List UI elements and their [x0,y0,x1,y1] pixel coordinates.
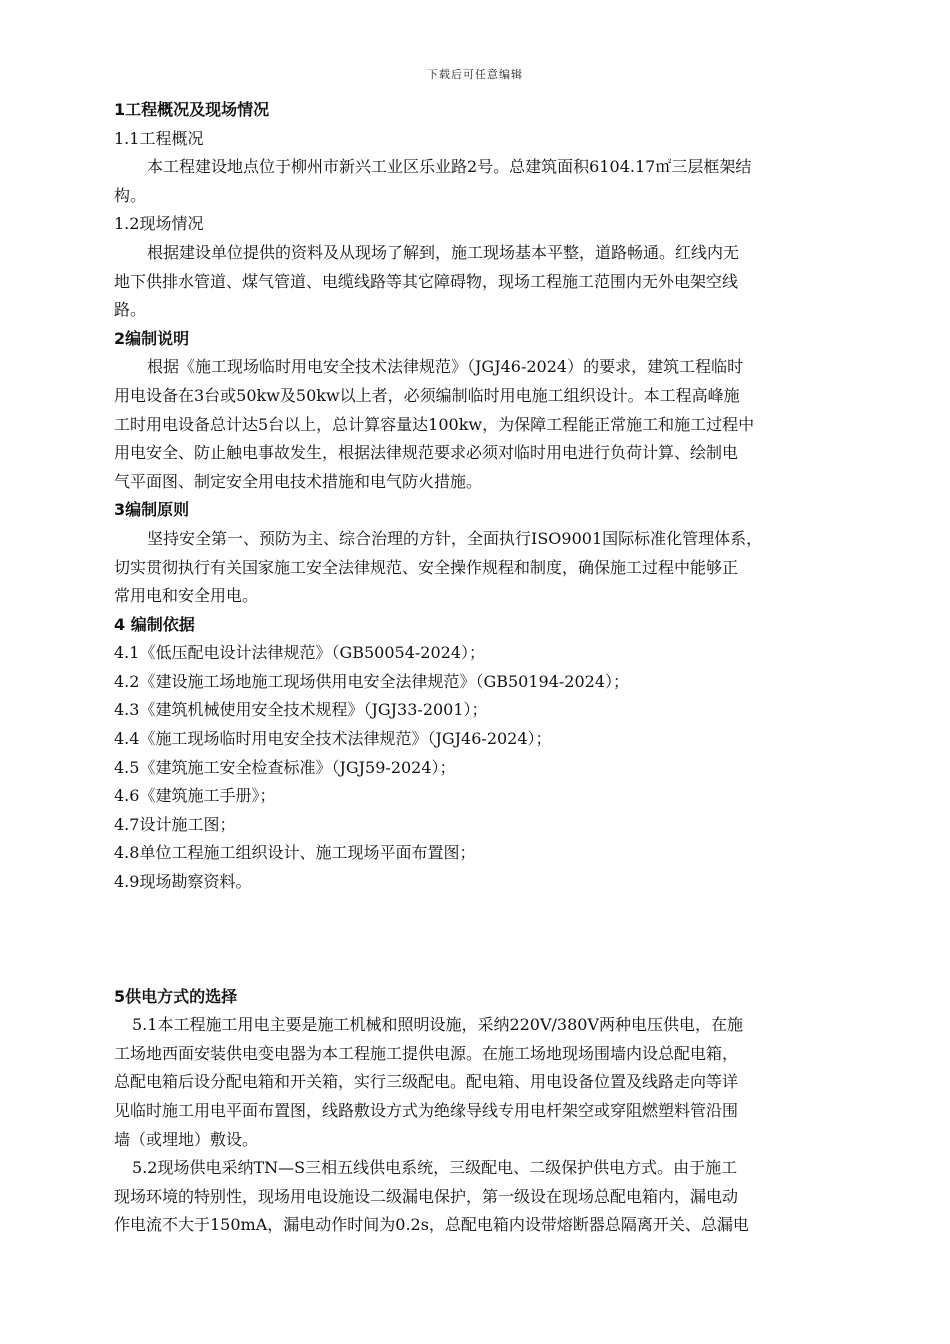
paragraph-line: 根据《施工现场临时用电安全技术法律规范》（JGJ46-2024）的要求，建筑工程临时 [147,357,744,377]
paragraph-line: 路。 [114,300,147,320]
document-body [114,96,876,1240]
paragraph-line: 用电安全、防止触电事故发生，根据法律规范要求必须对临时用电进行负荷计算、绘制电 [114,443,739,463]
reference-item: 4.1《低压配电设计法律规范》（GB50054-2024）； [114,643,486,663]
paragraph-line: 用电设备在3台或50kw及50kw以上者，必须编制临时用电施工组织设计。本工程高峰施 [114,385,740,405]
section-heading: 1工程概况及现场情况 [114,100,270,119]
section-heading: 4 编制依据 [114,614,195,634]
reference-item: 4.3《建筑机械使用安全技术规程》（JGJ33-2001）； [114,700,488,720]
reference-item: 4.4《施工现场临时用电安全技术法律规范》（JGJ46-2024）； [114,729,552,749]
paragraph-line: 切实贯彻执行有关国家施工安全法律规范、安全操作规程和制度，确保施工过程中能够正 [114,557,739,577]
reference-item: 4.6《建筑施工手册》； [114,786,276,806]
reference-item: 4.5《建筑施工安全检查标准》（JGJ59-2024）； [114,757,456,777]
paragraph-line: 常用电和安全用电。 [114,586,259,606]
section-heading: 2编制说明 [114,328,190,348]
subsection-heading: 1.2现场情况 [114,214,204,234]
paragraph-line: 墙（或埋地）敷设。 [114,1129,259,1149]
reference-item: 4.2《建设施工场地施工现场供用电安全法律规范》（GB50194-2024）； [114,671,630,691]
paragraph-line: 工场地西面安装供电变电器为本工程施工提供电源。在施工场地现场围墙内设总配电箱， [114,1043,739,1063]
section-heading: 5供电方式的选择 [114,986,238,1006]
paragraph-line: 气平面图、制定安全用电技术措施和电气防火措施。 [114,471,483,491]
paragraph-line: 地下供排水管道、煤气管道、电缆线路等其它障碍物，现场工程施工范围内无外电架空线 [114,271,739,291]
reference-item: 4.7设计施工图； [114,814,236,834]
paragraph-line: 根据建设单位提供的资料及从现场了解到，施工现场基本平整，道路畅通。红线内无 [147,242,740,262]
paragraph-line: 坚持安全第一、预防为主、综合治理的方针，全面执行ISO9001国际标准化管理体系， [147,528,763,548]
paragraph-line: 见临时施工用电平面布置图，线路敷设方式为绝缘导线专用电杆架空或穿阻燃塑料管沿围 [114,1101,739,1120]
paragraph-line: 5.2现场供电采纳TN—S三相五线供电系统，三级配电、二级保护供电方式。由于施工 [132,1158,738,1178]
paragraph-line: 工时用电设备总计达5台以上，总计算容量达100kw，为保障工程能正常施工和施工过程中 [114,414,755,434]
paragraph-line: 总配电箱后设分配电箱和开关箱，实行三级配电。配电箱、用电设备位置及线路走向等详 [114,1072,739,1092]
section-gap [114,897,876,983]
page-header: 下载后可任意编辑 [427,68,523,81]
reference-item: 4.8单位工程施工组织设计、施工现场平面布置图； [114,843,476,863]
paragraph-line: 5.1本工程施工用电主要是施工机械和照明设施，采纳220V/380V两种电压供电，在施 [132,1015,744,1035]
paragraph-line: 作电流不大于150mA，漏电动作时间为0.2s，总配电箱内设带熔断器总隔离开关、总漏电 [114,1215,749,1235]
paragraph-line: 构。 [114,185,147,205]
paragraph-line: 现场环境的特别性，现场用电设施设二级漏电保护，第一级设在现场总配电箱内，漏电动 [114,1186,739,1206]
section-heading: 3编制原则 [114,500,190,520]
paragraph-line: 本工程建设地点位于柳州市新兴工业区乐业路2号。总建筑面积6104.17㎡三层框架结 [147,157,752,177]
reference-item: 4.9现场勘察资料。 [114,872,252,892]
subsection-heading: 1.1工程概况 [114,128,204,148]
